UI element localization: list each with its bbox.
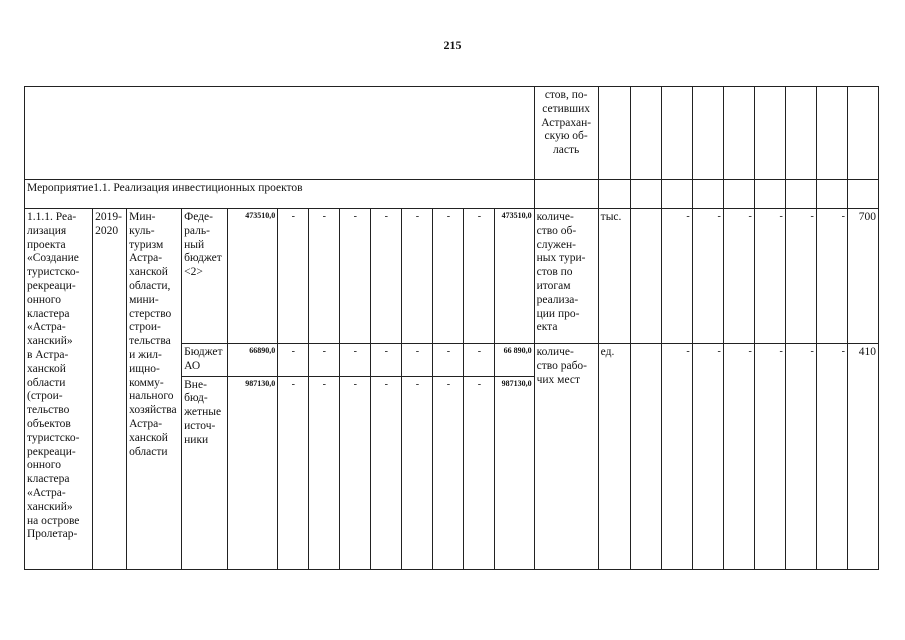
project-period-cell: 2019- 2020	[93, 209, 127, 570]
indicator-dash: -	[661, 344, 692, 570]
external-dash: -	[371, 376, 402, 569]
project-executor-cell: Мин- куль- туризм Астра- ханской области, мини- стерство строи- тельства и жил- ищно- комму- нального хозяйства Астра- ханской области	[127, 209, 182, 570]
federal-dash: -	[402, 209, 433, 344]
federal-dash: -	[433, 209, 464, 344]
indicator-dash: -	[754, 209, 785, 344]
indicator-dash: -	[816, 209, 847, 344]
indicator-dash: -	[785, 209, 816, 344]
regional-dash: -	[309, 344, 340, 377]
funding-source-external: Вне- бюд- жетные источ- ники	[182, 376, 228, 569]
regional-dash: -	[464, 344, 495, 377]
federal-dash: -	[371, 209, 402, 344]
header-empty-cell	[25, 87, 535, 180]
federal-dash: -	[464, 209, 495, 344]
event-row	[25, 180, 879, 209]
federal-dash: -	[278, 209, 309, 344]
external-dash: -	[278, 376, 309, 569]
federal-amount: 473510,0	[228, 209, 278, 344]
funding-source-federal: Феде- раль- ный бюджет <2>	[182, 209, 228, 344]
value-tourists: 700	[847, 209, 878, 344]
page-number: 215	[443, 38, 462, 52]
federal-total: 473510,0	[495, 209, 534, 344]
indicator-dash: -	[661, 209, 692, 344]
external-dash: -	[464, 376, 495, 569]
regional-amount: 66890,0	[228, 344, 278, 377]
regional-dash: -	[340, 344, 371, 377]
external-dash: -	[340, 376, 371, 569]
indicator-jobs: количе- ство рабо- чих мест	[534, 344, 598, 570]
unit-jobs: ед.	[598, 344, 630, 570]
external-dash: -	[309, 376, 340, 569]
header-indicator-cell: стов, по- сетивших Астрахан- скую об- ласть	[534, 87, 598, 180]
value-jobs: 410	[847, 344, 878, 570]
federal-dash: -	[340, 209, 371, 344]
funding-source-regional: Бюджет АО	[182, 344, 228, 377]
indicator-dash: -	[692, 209, 723, 344]
federal-dash: -	[309, 209, 340, 344]
header-row	[25, 87, 879, 180]
regional-dash: -	[371, 344, 402, 377]
event-title: Мероприятие1.1. Реализация инвестиционных проектов	[25, 180, 535, 209]
external-total: 987130,0	[495, 376, 534, 569]
indicator-tourists: количе- ство об- служен- ных тури- стов по итогам реализа- ции про- екта	[534, 209, 598, 344]
regional-dash: -	[433, 344, 464, 377]
unit-tourists: тыс.	[598, 209, 630, 344]
regional-dash: -	[278, 344, 309, 377]
external-dash: -	[433, 376, 464, 569]
indicator-dash: -	[723, 209, 754, 344]
indicator-dash: -	[754, 344, 785, 570]
project-name-cell: 1.1.1. Реа- лизация проекта «Создание туристско- рекреаци- онного кластера «Астра- ханский» в Астра- ханской области (строи- тельство объектов туристско- рекреаци- онного кластера «Астра- ханский» на острове Пролетар-	[25, 209, 93, 570]
indicator-dash: -	[785, 344, 816, 570]
federal-row	[25, 209, 879, 344]
external-amount: 987130,0	[228, 376, 278, 569]
regional-dash: -	[402, 344, 433, 377]
indicator-dash: -	[692, 344, 723, 570]
regional-total: 66 890,0	[495, 344, 534, 377]
external-dash: -	[402, 376, 433, 569]
indicator-dash: -	[723, 344, 754, 570]
program-table	[24, 86, 879, 570]
indicator-dash: -	[816, 344, 847, 570]
